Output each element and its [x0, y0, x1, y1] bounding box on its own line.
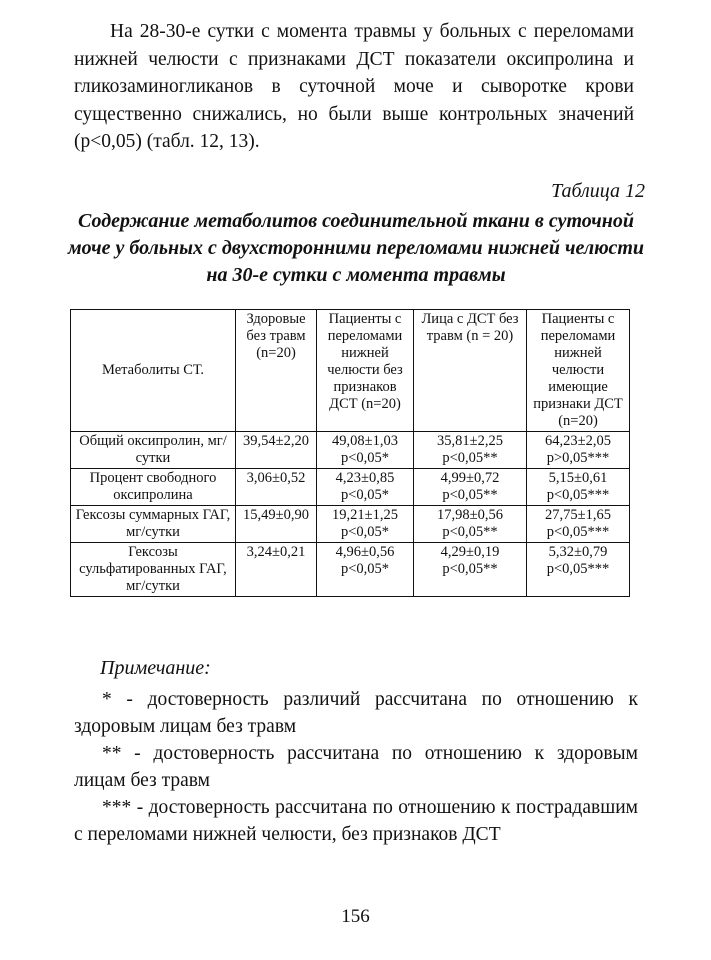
cell-fracture-no-dst — [317, 543, 414, 597]
row-label: Процент свободного оксипролина — [71, 469, 236, 506]
table-header-row — [71, 310, 630, 432]
cell-p: р>0,05*** — [546, 450, 610, 466]
cell-value: 4,29±0,19 — [440, 544, 500, 560]
header-fracture-dst: Пациенты с переломами нижней челюсти имеющие признаки ДСТ (n=20) — [527, 310, 630, 432]
header-metabolites: Метаболиты СТ. — [71, 310, 236, 432]
cell-value: 19,21±1,25 — [332, 507, 398, 523]
cell-p: р<0,05*** — [546, 487, 610, 503]
page-number: 156 — [341, 906, 370, 927]
cell-p: р<0,05** — [442, 561, 498, 577]
metabolites-table — [70, 309, 630, 597]
table-caption: Содержание метаболитов соединительной ткани в суточной моче у больных с двухсторонними переломами нижней челюсти на 30-е сутки с момента травмы — [67, 210, 645, 286]
cell-p: р<0,05* — [340, 561, 390, 577]
cell-healthy: 3,24±0,21 — [236, 543, 317, 597]
cell-fracture-no-dst — [317, 432, 414, 469]
cell-value: 5,15±0,61 — [548, 470, 608, 486]
cell-p: р<0,05* — [340, 450, 390, 466]
note-3: *** - достоверность рассчитана по отношению к пострадавшим с переломами нижней челюсти, без признаков ДСТ — [74, 797, 638, 845]
row-label: Гексозы суммарных ГАГ, мг/сутки — [71, 506, 236, 543]
table-row — [71, 432, 630, 469]
cell-p: р<0,05*** — [546, 561, 610, 577]
cell-dst-no-trauma — [414, 432, 527, 469]
cell-value: 4,99±0,72 — [440, 470, 500, 486]
cell-p: р<0,05* — [340, 524, 390, 540]
header-healthy: Здоровые без травм (n=20) — [236, 310, 317, 432]
cell-value: 35,81±2,25 — [437, 433, 503, 449]
cell-value: 5,32±0,79 — [548, 544, 608, 560]
cell-fracture-no-dst — [317, 506, 414, 543]
cell-healthy: 3,06±0,52 — [236, 469, 317, 506]
header-fracture-no-dst: Пациенты с переломами нижней челюсти без признаков ДСТ (n=20) — [317, 310, 414, 432]
cell-value: 27,75±1,65 — [545, 507, 611, 523]
note-title: Примечание: — [100, 657, 211, 679]
cell-p: р<0,05*** — [546, 524, 610, 540]
cell-p: р<0,05** — [442, 487, 498, 503]
cell-p: р<0,05** — [442, 450, 498, 466]
cell-value: 64,23±2,05 — [545, 433, 611, 449]
cell-fracture-dst — [527, 543, 630, 597]
row-label: Общий оксипролин, мг/сутки — [71, 432, 236, 469]
cell-dst-no-trauma — [414, 506, 527, 543]
cell-fracture-dst — [527, 469, 630, 506]
cell-value: 4,96±0,56 — [335, 544, 395, 560]
cell-dst-no-trauma — [414, 543, 527, 597]
row-label: Гексозы сульфатированных ГАГ, мг/сутки — [71, 543, 236, 597]
table-row — [71, 543, 630, 597]
table-row — [71, 469, 630, 506]
cell-p: р<0,05** — [442, 524, 498, 540]
cell-dst-no-trauma — [414, 469, 527, 506]
note-1: * - достоверность различий рассчитана по отношению к здоровым лицам без травм — [74, 689, 638, 737]
cell-p: р<0,05* — [340, 487, 390, 503]
cell-fracture-dst — [527, 432, 630, 469]
table-number: Таблица 12 — [551, 180, 645, 202]
note-2: ** - достоверность рассчитана по отношению к здоровым лицам без травм — [74, 743, 638, 791]
table-row — [71, 506, 630, 543]
cell-fracture-dst — [527, 506, 630, 543]
cell-value: 4,23±0,85 — [335, 470, 395, 486]
cell-healthy: 39,54±2,20 — [236, 432, 317, 469]
cell-fracture-no-dst — [317, 469, 414, 506]
intro-paragraph: На 28-30-е сутки с момента травмы у больных с переломами нижней челюсти с признаками ДСТ показатели оксипролина и гликозаминогликанов в суточной моче и сыворотке крови существенно снижались, но были выше контрольных значений (р<0,05) (табл. 12, 13). — [74, 21, 634, 152]
header-dst-no-trauma: Лица с ДСТ без травм (n = 20) — [414, 310, 527, 432]
cell-value: 17,98±0,56 — [437, 507, 503, 523]
cell-healthy: 15,49±0,90 — [236, 506, 317, 543]
cell-value: 49,08±1,03 — [332, 433, 398, 449]
